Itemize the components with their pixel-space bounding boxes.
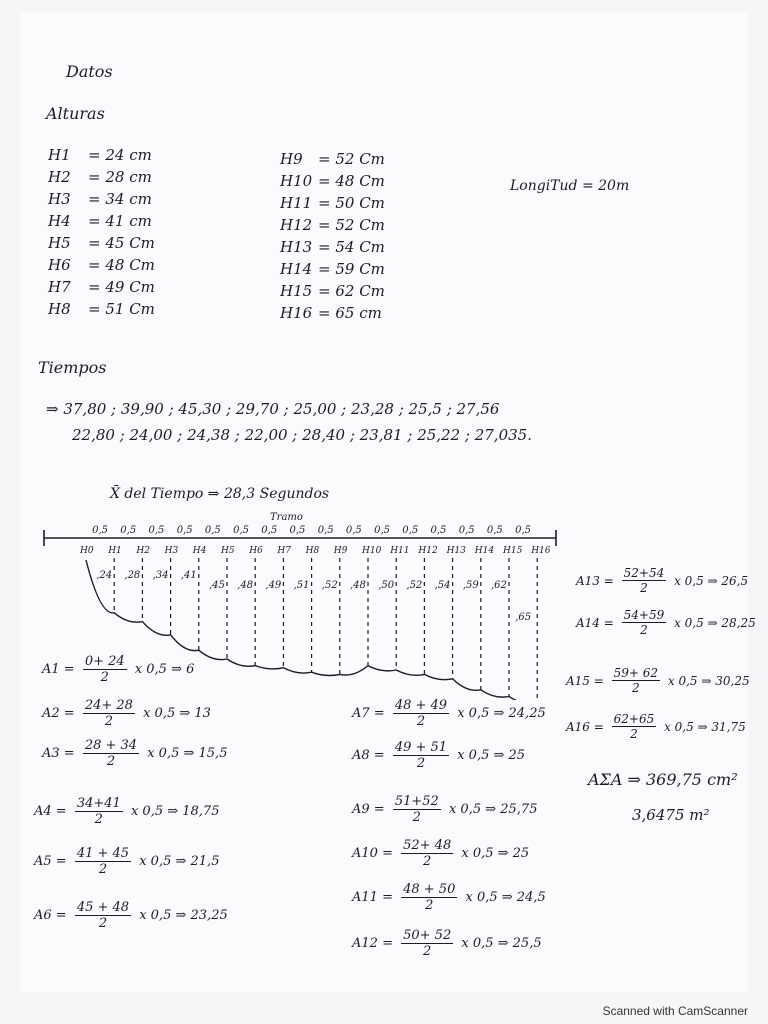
area-denominator: 2: [104, 714, 114, 729]
media-tiempo: X̄ del Tiempo ⇒ 28,3 Segundos: [110, 486, 330, 502]
altura-label: H7: [48, 278, 71, 296]
altura-label: H6: [48, 256, 71, 274]
area-formula: [352, 882, 546, 913]
altura-value: = 59 Cm: [318, 260, 385, 278]
depth-value-label: ,54: [434, 580, 451, 591]
altura-label: H15: [280, 282, 313, 300]
area-denominator: 2: [640, 581, 648, 595]
area-denominator: 2: [630, 727, 638, 741]
area-result: x 0,5 ⇒ 30,25: [667, 673, 750, 688]
area-result: x 0,5 ⇒ 31,75: [664, 719, 746, 734]
depth-value-label: ,65: [515, 612, 532, 623]
station-label: H13: [446, 546, 466, 556]
depth-value-label: ,48: [350, 580, 366, 591]
area-formula: [352, 740, 525, 771]
area-formula: [42, 654, 194, 685]
altura-label: H13: [280, 238, 313, 256]
segment-labels: [92, 525, 531, 536]
depth-value-label: ,51: [293, 580, 310, 591]
area-numerator: 50+ 52: [403, 928, 452, 943]
depth-value-label: ,45: [209, 580, 225, 591]
depth-value-label: ,48: [237, 580, 254, 591]
altura-label: H16: [280, 304, 313, 322]
area-formula: [352, 794, 537, 825]
area-label: A11 =: [352, 890, 393, 905]
altura-value: = 34 cm: [88, 190, 152, 208]
altura-label: H14: [280, 260, 313, 278]
area-formula: [566, 666, 750, 695]
station-label: H0: [80, 546, 94, 556]
total-area-cm2: AΣA ⇒ 369,75 cm²: [588, 770, 738, 789]
area-label: A10 =: [352, 846, 393, 861]
area-label: A8 =: [352, 748, 385, 763]
altura-value: = 52 Cm: [318, 150, 385, 168]
altura-label: H11: [280, 194, 313, 212]
segment-length-label: 0,5: [92, 525, 109, 536]
area-denominator: 2: [98, 916, 108, 931]
segment-length-label: 0,5: [233, 525, 250, 536]
area-numerator: 45 + 48: [76, 900, 130, 915]
longitud-value: LongiTud = 20m: [510, 178, 630, 194]
area-numerator: 0+ 24: [84, 654, 125, 669]
altura-value: = 54 Cm: [318, 238, 385, 256]
area-result: x 0,5 ⇒ 6: [134, 662, 195, 677]
area-numerator: 34+41: [76, 796, 121, 811]
area-result: x 0,5 ⇒ 23,25: [139, 908, 228, 923]
altura-value: = 24 cm: [88, 146, 152, 164]
altura-label: H4: [48, 212, 71, 230]
tramo-label: Tramo: [270, 512, 303, 523]
altura-label: H5: [48, 234, 71, 252]
station-label: H16: [531, 546, 551, 556]
area-numerator: 48 + 49: [394, 698, 448, 713]
area-result: x 0,5 ⇒ 24,5: [465, 890, 546, 905]
station-label: H6: [249, 546, 263, 556]
altura-value: = 45 Cm: [88, 234, 155, 252]
area-denominator: 2: [423, 944, 432, 959]
area-label: A15 =: [566, 673, 604, 688]
station-label: H15: [503, 546, 523, 556]
area-formula: [566, 712, 746, 741]
segment-length-label: 0,5: [458, 525, 475, 536]
segment-length-label: 0,5: [486, 525, 503, 536]
altura-label: H3: [48, 190, 71, 208]
altura-label: H12: [280, 216, 313, 234]
area-numerator: 41 + 45: [76, 846, 130, 861]
altura-label: H2: [48, 168, 71, 186]
depth-value-label: ,52: [321, 580, 338, 591]
area-label: A14 =: [576, 615, 614, 630]
tiempos-line-2: 22,80 ; 24,00 ; 24,38 ; 22,00 ; 28,40 ; 23,81 ; 25,22 ; 27,035.: [72, 426, 532, 444]
area-numerator: 52+54: [623, 566, 665, 580]
area-formula: [352, 838, 529, 869]
area-denominator: 2: [412, 810, 421, 825]
area-formula: [352, 928, 542, 959]
area-numerator: 24+ 28: [84, 698, 133, 713]
depth-value-label: ,59: [462, 580, 479, 591]
segment-length-label: 0,5: [317, 525, 334, 536]
altura-value: = 51 Cm: [88, 300, 155, 318]
area-result: x 0,5 ⇒ 25: [461, 846, 530, 861]
altura-label: H8: [48, 300, 71, 318]
station-label: H9: [333, 546, 348, 556]
segment-length-label: 0,5: [374, 525, 391, 536]
total-area-m2: 3,6475 m²: [632, 806, 710, 824]
area-label: A4 =: [34, 804, 67, 819]
area-label: A12 =: [352, 936, 393, 951]
segment-length-label: 0,5: [515, 525, 532, 536]
depth-labels: [96, 570, 531, 623]
altura-label: H9: [280, 150, 303, 168]
altura-value: = 49 Cm: [88, 278, 155, 296]
area-denominator: 2: [425, 898, 434, 913]
area-label: A13 =: [576, 573, 614, 588]
station-label: H4: [192, 546, 207, 556]
station-label: H1: [108, 546, 122, 556]
area-result: x 0,5 ⇒ 18,75: [130, 804, 220, 819]
station-label: H14: [474, 546, 495, 556]
altura-value: = 52 Cm: [318, 216, 385, 234]
area-numerator: 49 + 51: [394, 740, 448, 755]
altura-value: = 48 Cm: [318, 172, 385, 190]
depth-value-label: ,24: [96, 570, 113, 581]
depth-value-label: ,28: [124, 570, 141, 581]
area-label: A7 =: [352, 706, 385, 721]
altura-label: H1: [48, 146, 71, 164]
area-denominator: 2: [416, 756, 426, 771]
area-result: x 0,5 ⇒ 25: [457, 748, 526, 763]
area-label: A3 =: [42, 746, 75, 761]
area-denominator: 2: [94, 812, 103, 827]
area-numerator: 54+59: [623, 608, 665, 622]
heading-tiempos: Tiempos: [38, 358, 107, 377]
area-denominator: 2: [640, 623, 648, 637]
heading-alturas: Alturas: [46, 104, 105, 123]
segment-length-label: 0,5: [402, 525, 419, 536]
area-denominator: 2: [416, 714, 426, 729]
altura-value: = 28 cm: [88, 168, 152, 186]
area-numerator: 51+52: [394, 794, 439, 809]
area-formula: [34, 846, 219, 877]
area-label: A5 =: [34, 854, 67, 869]
station-label: H2: [136, 546, 150, 556]
station-label: H11: [390, 546, 410, 556]
tiempos-line-1: ⇒ 37,80 ; 39,90 ; 45,30 ; 29,70 ; 25,00 ; 23,28 ; 25,5 ; 27,56: [46, 400, 500, 418]
area-denominator: 2: [632, 681, 640, 695]
area-result: x 0,5 ⇒ 21,5: [139, 854, 220, 869]
depth-value-label: ,62: [491, 580, 507, 591]
altura-value: = 50 Cm: [318, 194, 385, 212]
scanner-watermark: Scanned with CamScanner: [602, 1004, 748, 1018]
area-result: x 0,5 ⇒ 25,75: [448, 802, 538, 817]
heading-datos: Datos: [66, 62, 113, 81]
area-formula: [576, 566, 748, 595]
area-numerator: 28 + 34: [84, 738, 138, 753]
segment-length-label: 0,5: [261, 525, 278, 536]
station-labels: [79, 546, 551, 556]
depth-value-label: ,49: [265, 580, 282, 591]
station-label: H7: [277, 546, 291, 556]
altura-value: = 48 Cm: [88, 256, 155, 274]
area-label: A16 =: [566, 719, 604, 734]
area-formula: [352, 698, 546, 729]
area-numerator: 59+ 62: [613, 666, 659, 680]
area-result: x 0,5 ⇒ 24,25: [457, 706, 546, 721]
area-numerator: 62+65: [613, 712, 655, 726]
area-result: x 0,5 ⇒ 13: [143, 706, 211, 721]
altura-label: H10: [280, 172, 313, 190]
area-formula: [42, 698, 211, 729]
altura-value: = 41 cm: [88, 212, 152, 230]
segment-length-label: 0,5: [120, 525, 137, 536]
segment-length-label: 0,5: [289, 525, 306, 536]
altura-value: = 65 cm: [318, 304, 382, 322]
station-label: H8: [305, 546, 320, 556]
area-label: A2 =: [42, 706, 75, 721]
area-formula: [34, 796, 219, 827]
area-denominator: 2: [423, 854, 432, 869]
area-result: x 0,5 ⇒ 28,25: [674, 615, 756, 630]
area-numerator: 48 + 50: [403, 882, 456, 897]
station-label: H10: [362, 546, 382, 556]
area-denominator: 2: [106, 754, 116, 769]
area-denominator: 2: [98, 862, 108, 877]
area-label: A6 =: [34, 908, 67, 923]
segment-length-label: 0,5: [148, 525, 165, 536]
segment-length-label: 0,5: [176, 525, 193, 536]
area-numerator: 52+ 48: [403, 838, 452, 853]
area-label: A9 =: [352, 802, 385, 817]
altura-value: = 62 Cm: [318, 282, 385, 300]
area-denominator: 2: [100, 670, 109, 685]
area-result: x 0,5 ⇒ 25,5: [461, 936, 542, 951]
depth-value-label: ,34: [152, 570, 169, 581]
area-result: x 0,5 ⇒ 15,5: [147, 746, 228, 761]
station-label: H3: [164, 546, 179, 556]
depth-value-label: ,41: [180, 570, 197, 581]
segment-length-label: 0,5: [430, 525, 447, 536]
area-label: A1 =: [42, 662, 75, 677]
area-result: x 0,5 ⇒ 26,5: [674, 573, 749, 588]
depth-value-label: ,52: [406, 580, 423, 591]
station-label: H5: [221, 546, 235, 556]
area-formula: [34, 900, 228, 931]
area-formula: [576, 608, 756, 637]
segment-length-label: 0,5: [345, 525, 362, 536]
segment-length-label: 0,5: [204, 525, 221, 536]
depth-value-label: ,50: [378, 580, 395, 591]
area-formula: [42, 738, 227, 769]
station-label: H12: [418, 546, 438, 556]
